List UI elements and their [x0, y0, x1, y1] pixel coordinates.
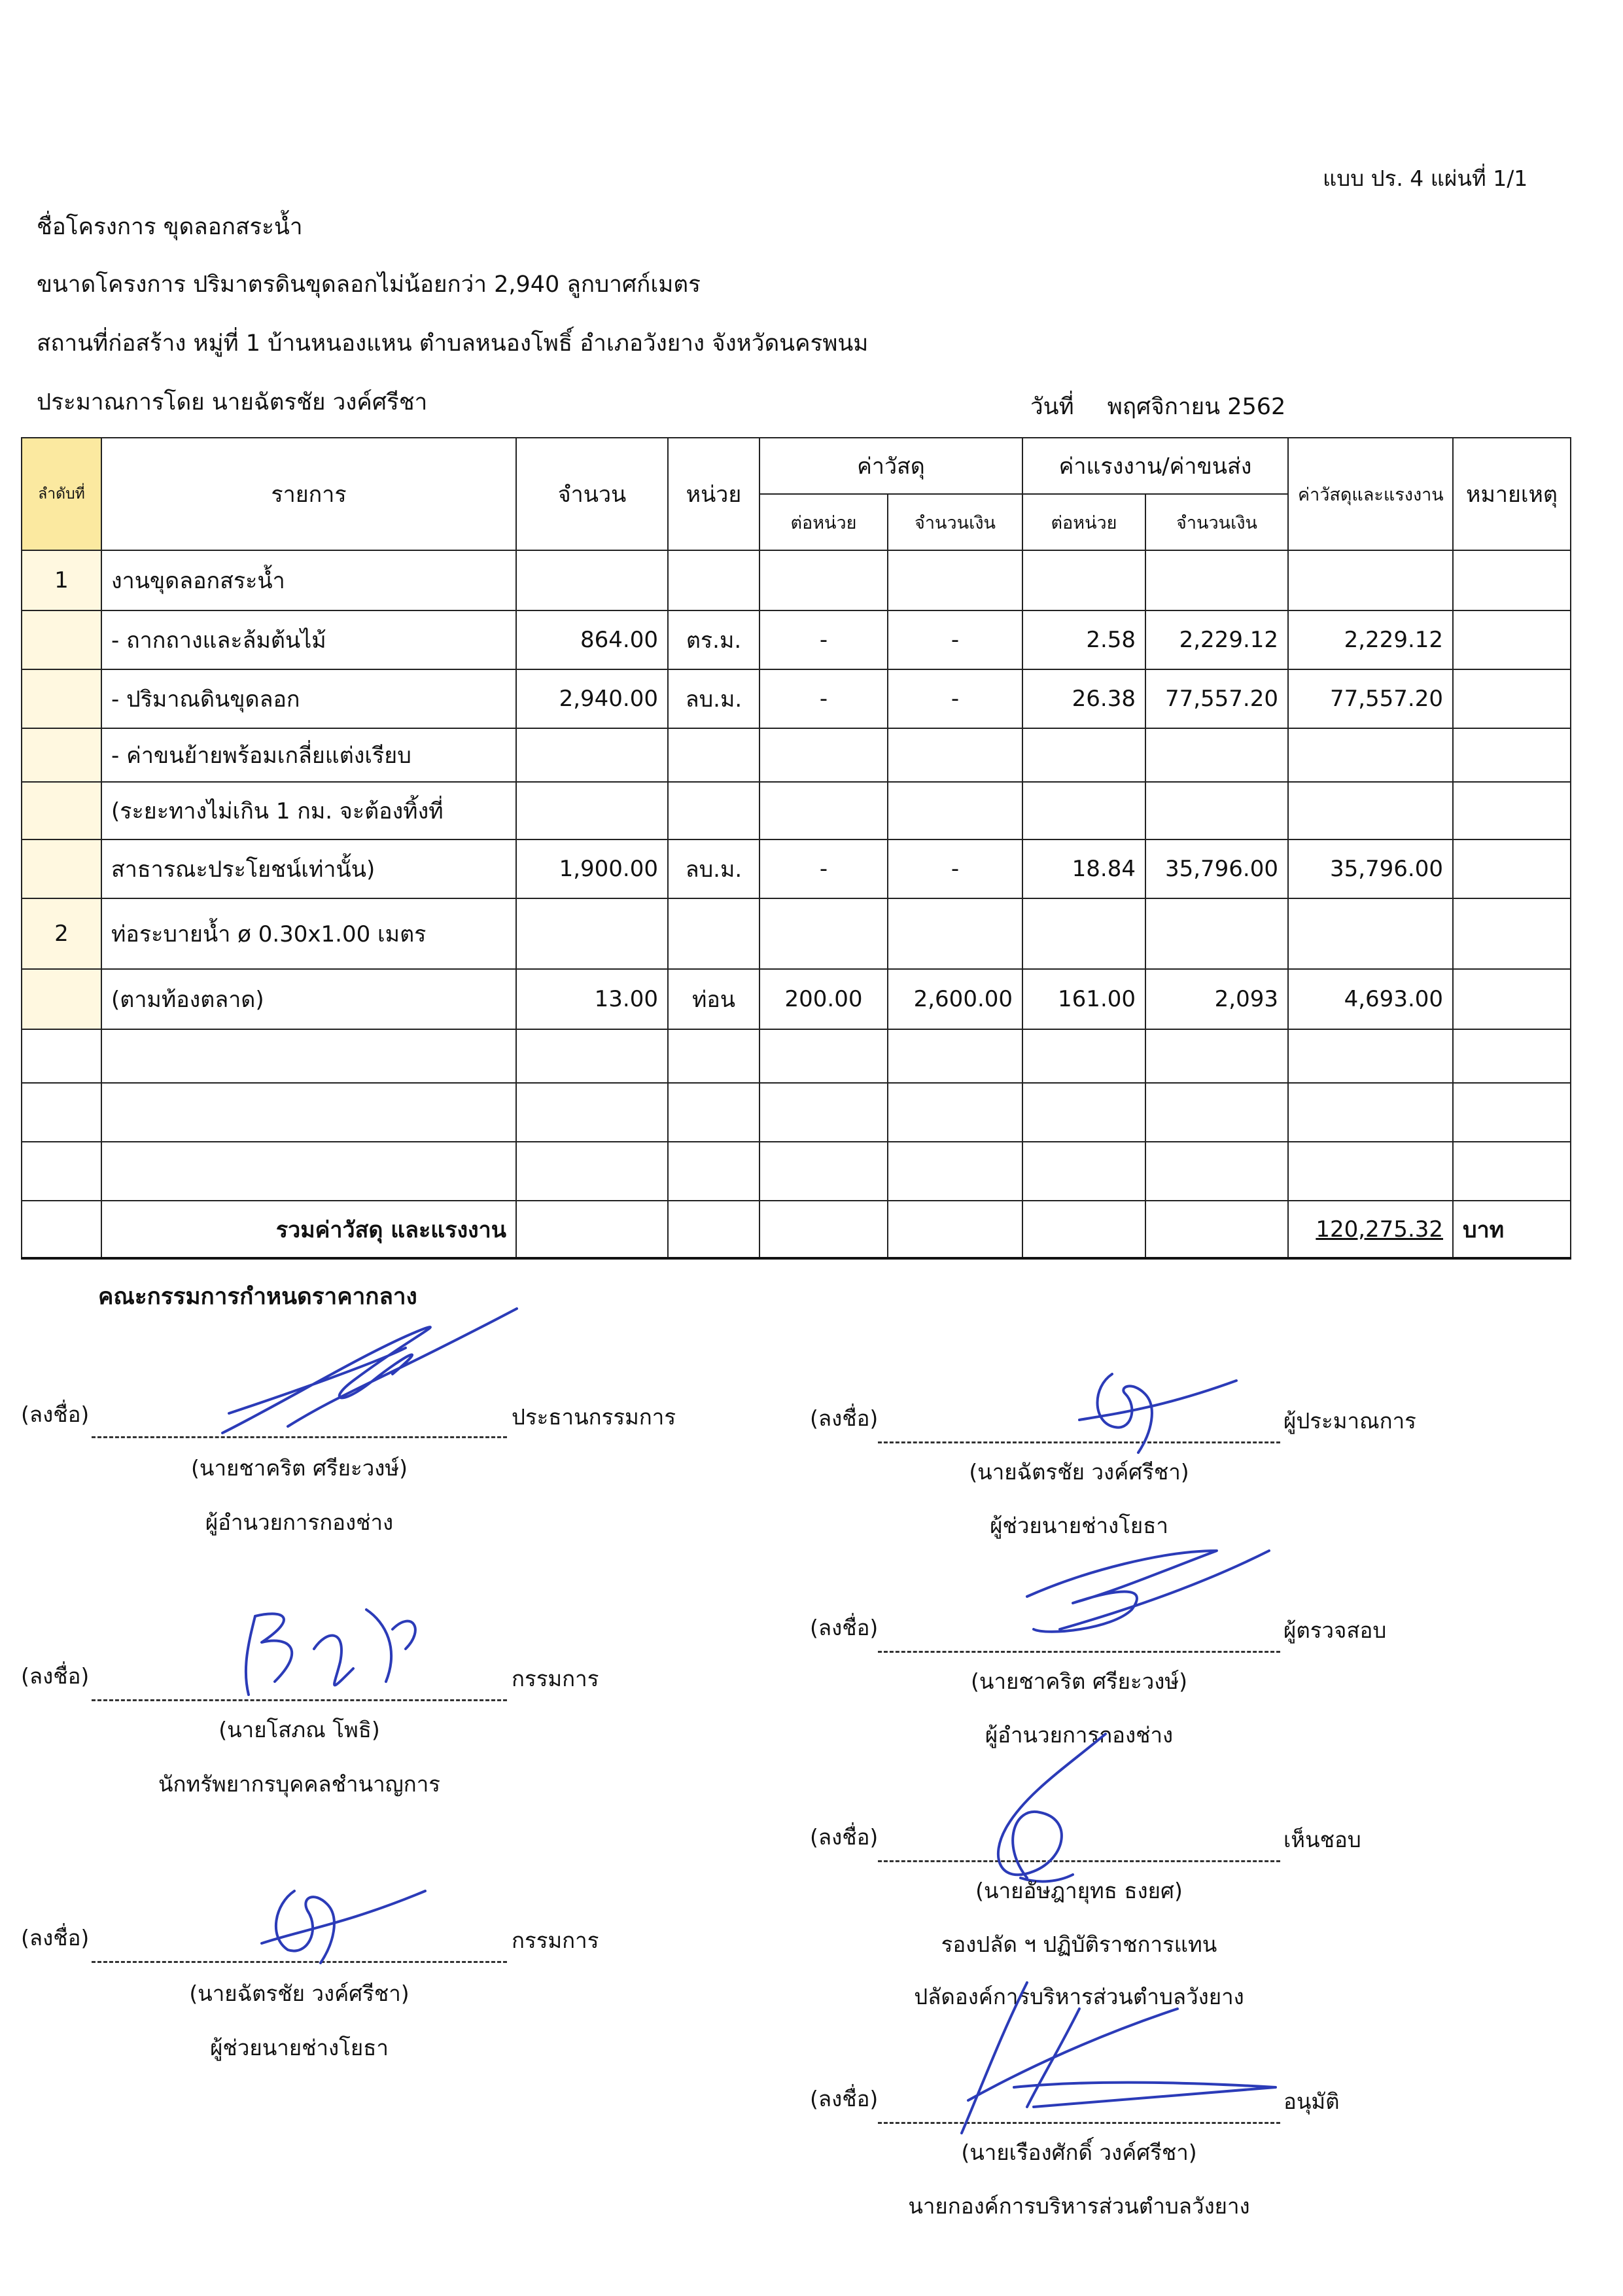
row-total	[1288, 1083, 1453, 1142]
row-seq: 2	[22, 898, 101, 969]
row-item: ท่อระบายน้ำ ø 0.30x1.00 เมตร	[101, 898, 516, 969]
row-item: งานขุดลอกสระน้ำ	[101, 550, 516, 610]
row-total	[1288, 898, 1453, 969]
row-seq	[22, 782, 101, 839]
table-row	[22, 969, 1571, 1029]
project-size: ขนาดโครงการ ปริมาตรดินขุดลอกไม่น้อยกว่า 2,940 ลูกบาศก์เมตร	[37, 272, 701, 298]
labor-per-unit-header: ต่อหน่วย	[1022, 494, 1145, 550]
estimate-date	[1030, 396, 1285, 419]
estimator-line: ประมาณการโดย นายฉัตรชัย วงค์ศรีชา	[37, 389, 428, 415]
row-labor-amount	[1145, 898, 1288, 969]
estimator-signature	[1066, 1368, 1249, 1459]
table-row	[22, 839, 1571, 898]
row-remark	[1453, 728, 1571, 782]
row-total	[1288, 728, 1453, 782]
row-qty	[516, 898, 668, 969]
row-remark	[1453, 782, 1571, 839]
row-material-per-unit: -	[759, 839, 888, 898]
col-qty-header: จำนวน	[516, 438, 668, 550]
estimator-position: ผู้ช่วยนายช่างโยธา	[990, 1513, 1168, 1538]
row-remark	[1453, 898, 1571, 969]
row-qty: 13.00	[516, 969, 668, 1029]
member1-signature	[236, 1603, 432, 1708]
approve-position: นายกองค์การบริหารส่วนตำบลวังยาง	[908, 2193, 1250, 2219]
checker-sign-label: (ลงชื่อ)	[810, 1615, 879, 1640]
table-row	[22, 728, 1571, 782]
row-item: สาธารณะประโยชน์เท่านั้น)	[101, 839, 516, 898]
table-row	[22, 550, 1571, 610]
checker-signature	[1021, 1544, 1282, 1642]
row-seq	[22, 1029, 101, 1083]
labor-amount-header: จำนวนเงิน	[1145, 494, 1288, 550]
row-labor-amount	[1145, 728, 1288, 782]
row-qty	[516, 1083, 668, 1142]
row-unit	[668, 898, 759, 969]
member1-role: กรรมการ	[512, 1666, 599, 1691]
row-labor-amount	[1145, 782, 1288, 839]
row-item: (ระยะทางไม่เกิน 1 กม. จะต้องทิ้งที่	[101, 782, 516, 839]
checker-signature-line	[878, 1651, 1280, 1653]
row-labor-amount: 77,557.20	[1145, 669, 1288, 728]
row-seq	[22, 969, 101, 1029]
row-labor-per-unit	[1022, 782, 1145, 839]
row-material-amount	[888, 550, 1022, 610]
member1-name: (นายโสภณ โพธิ)	[218, 1717, 380, 1742]
chair-sign-label: (ลงชื่อ)	[21, 1402, 90, 1427]
total-label: รวมค่าวัสดุ และแรงงาน	[101, 1201, 516, 1258]
row-unit	[668, 1083, 759, 1142]
row-unit	[668, 1029, 759, 1083]
row-labor-per-unit: 161.00	[1022, 969, 1145, 1029]
member2-role: กรรมการ	[512, 1928, 599, 1953]
row-total	[1288, 1029, 1453, 1083]
row-remark	[1453, 1083, 1571, 1142]
row-unit	[668, 782, 759, 839]
row-unit: ลบ.ม.	[668, 839, 759, 898]
total-row	[22, 1201, 1571, 1258]
row-seq	[22, 1142, 101, 1201]
table-row	[22, 669, 1571, 728]
row-item: - ถากถางและล้มต้นไม้	[101, 610, 516, 669]
row-unit: ตร.ม.	[668, 610, 759, 669]
row-material-amount: 2,600.00	[888, 969, 1022, 1029]
member1-sign-label: (ลงชื่อ)	[21, 1663, 90, 1689]
agree-name: (นายอัษฎายุทธ ธงยศ)	[975, 1878, 1183, 1903]
row-seq	[22, 728, 101, 782]
row-material-per-unit	[759, 1083, 888, 1142]
member2-signature	[249, 1878, 432, 1983]
project-location: สถานที่ก่อสร้าง หมู่ที่ 1 บ้านหนองแหน ตำบลหนองโพธิ์ อำเภอวังยาง จังหวัดนครพนม	[37, 330, 869, 357]
col-total-header: ค่าวัสดุและแรงงาน	[1288, 438, 1453, 550]
row-material-per-unit	[759, 898, 888, 969]
row-material-per-unit: -	[759, 669, 888, 728]
approve-signature	[949, 1969, 1289, 2140]
table-row	[22, 1083, 1571, 1142]
row-labor-per-unit: 18.84	[1022, 839, 1145, 898]
labor-group-header: ค่าแรงงาน/ค่าขนส่ง	[1022, 438, 1288, 494]
row-remark	[1453, 550, 1571, 610]
material-amount-header: จำนวนเงิน	[888, 494, 1022, 550]
estimator-role: ผู้ประมาณการ	[1283, 1408, 1416, 1434]
agree-position-1: รองปลัด ฯ ปฏิบัติราชการแทน	[941, 1932, 1217, 1957]
row-qty	[516, 550, 668, 610]
row-labor-per-unit	[1022, 550, 1145, 610]
checker-name: (นายชาคริต ศรียะวงษ์)	[971, 1669, 1187, 1694]
row-labor-per-unit	[1022, 1083, 1145, 1142]
row-qty: 864.00	[516, 610, 668, 669]
member2-name: (นายฉัตรชัย วงค์ศรีชา)	[189, 1981, 410, 2006]
row-remark	[1453, 1142, 1571, 1201]
row-material-amount	[888, 728, 1022, 782]
agree-sign-label: (ลงชื่อ)	[810, 1824, 879, 1850]
approve-sign-label: (ลงชื่อ)	[810, 2086, 879, 2111]
row-material-amount: -	[888, 669, 1022, 728]
row-labor-per-unit	[1022, 1142, 1145, 1201]
total-seq	[22, 1201, 101, 1258]
total-empty-cell	[888, 1201, 1022, 1258]
row-labor-amount	[1145, 550, 1288, 610]
row-item	[101, 1142, 516, 1201]
grand-total-value: 120,275.32	[1288, 1201, 1453, 1258]
total-empty-cell	[516, 1201, 668, 1258]
chair-signature	[209, 1302, 523, 1446]
row-qty: 2,940.00	[516, 669, 668, 728]
checker-position: ผู้อำนวยการกองช่าง	[985, 1722, 1174, 1748]
material-per-unit-header: ต่อหน่วย	[759, 494, 888, 550]
row-qty	[516, 728, 668, 782]
row-item: - ค่าขนย้ายพร้อมเกลี่ยแต่งเรียบ	[101, 728, 516, 782]
chair-position: ผู้อำนวยการกองช่าง	[205, 1510, 394, 1535]
chair-role: ประธานกรรมการ	[512, 1404, 676, 1430]
row-seq	[22, 1083, 101, 1142]
member2-sign-label: (ลงชื่อ)	[21, 1925, 90, 1951]
row-total	[1288, 782, 1453, 839]
estimator-sign-label: (ลงชื่อ)	[810, 1405, 879, 1431]
row-total: 35,796.00	[1288, 839, 1453, 898]
row-total: 77,557.20	[1288, 669, 1453, 728]
row-total: 2,229.12	[1288, 610, 1453, 669]
row-labor-amount: 2,093	[1145, 969, 1288, 1029]
grand-total-unit: บาท	[1453, 1201, 1571, 1258]
agree-position-2: ปลัดองค์การบริหารส่วนตำบลวังยาง	[914, 1984, 1244, 2009]
total-empty-cell	[1145, 1201, 1288, 1258]
approve-name: (นายเรืองศักดิ์ วงค์ศรีชา)	[961, 2140, 1197, 2165]
material-group-header: ค่าวัสดุ	[759, 438, 1022, 494]
estimator-name: (นายฉัตรชัย วงค์ศรีชา)	[969, 1459, 1189, 1485]
row-remark	[1453, 839, 1571, 898]
row-labor-amount: 2,229.12	[1145, 610, 1288, 669]
col-item-header: รายการ	[101, 438, 516, 550]
row-seq	[22, 610, 101, 669]
chair-name: (นายชาคริต ศรียะวงษ์)	[191, 1455, 408, 1481]
row-material-per-unit	[759, 550, 888, 610]
row-seq	[22, 839, 101, 898]
total-empty-cell	[668, 1201, 759, 1258]
row-material-amount	[888, 1029, 1022, 1083]
row-item	[101, 1083, 516, 1142]
row-material-per-unit: -	[759, 610, 888, 669]
row-labor-amount	[1145, 1142, 1288, 1201]
row-material-per-unit: 200.00	[759, 969, 888, 1029]
row-total: 4,693.00	[1288, 969, 1453, 1029]
row-qty	[516, 782, 668, 839]
project-name: ชื่อโครงการ ขุดลอกสระน้ำ	[37, 214, 303, 240]
row-qty	[516, 1142, 668, 1201]
row-item: (ตามท้องตลาด)	[101, 969, 516, 1029]
col-remark-header: หมายเหตุ	[1453, 438, 1571, 550]
committee-title: คณะกรรมการกำหนดราคากลาง	[98, 1284, 417, 1310]
row-unit	[668, 550, 759, 610]
row-material-amount	[888, 782, 1022, 839]
row-material-per-unit	[759, 782, 888, 839]
row-seq: 1	[22, 550, 101, 610]
total-empty-cell	[759, 1201, 888, 1258]
row-qty: 1,900.00	[516, 839, 668, 898]
row-labor-amount	[1145, 1083, 1288, 1142]
row-material-amount	[888, 1142, 1022, 1201]
agree-role: เห็นชอบ	[1283, 1827, 1361, 1852]
table-row	[22, 1142, 1571, 1201]
row-total	[1288, 1142, 1453, 1201]
row-material-per-unit	[759, 728, 888, 782]
row-item: - ปริมาณดินขุดลอก	[101, 669, 516, 728]
row-total	[1288, 550, 1453, 610]
total-empty-cell	[1022, 1201, 1145, 1258]
cost-estimate-table	[21, 437, 1571, 1260]
date-value: พฤศจิกายน 2562	[1107, 394, 1286, 420]
date-label: วันที่	[1030, 394, 1074, 420]
row-labor-per-unit	[1022, 728, 1145, 782]
row-unit	[668, 1142, 759, 1201]
row-remark	[1453, 1029, 1571, 1083]
row-qty	[516, 1029, 668, 1083]
row-material-amount	[888, 1083, 1022, 1142]
row-labor-amount	[1145, 1029, 1288, 1083]
row-remark	[1453, 610, 1571, 669]
form-number: แบบ ปร. 4 แผ่นที่ 1/1	[1323, 166, 1528, 191]
row-seq	[22, 669, 101, 728]
row-labor-per-unit: 2.58	[1022, 610, 1145, 669]
row-material-amount	[888, 898, 1022, 969]
member2-position: ผู้ช่วยนายช่างโยธา	[210, 2035, 389, 2060]
checker-role: ผู้ตรวจสอบ	[1283, 1617, 1387, 1643]
row-material-per-unit	[759, 1029, 888, 1083]
row-labor-per-unit	[1022, 898, 1145, 969]
table-row	[22, 782, 1571, 839]
agree-signature	[962, 1727, 1132, 1898]
row-unit: ท่อน	[668, 969, 759, 1029]
row-labor-per-unit: 26.38	[1022, 669, 1145, 728]
approve-role: อนุมัติ	[1283, 2089, 1340, 2114]
row-material-amount: -	[888, 839, 1022, 898]
col-seq-header: ลำดับที่	[22, 438, 101, 550]
row-material-per-unit	[759, 1142, 888, 1201]
row-item	[101, 1029, 516, 1083]
table-row	[22, 610, 1571, 669]
table-row	[22, 898, 1571, 969]
row-unit: ลบ.ม.	[668, 669, 759, 728]
col-unit-header: หน่วย	[668, 438, 759, 550]
row-unit	[668, 728, 759, 782]
row-remark	[1453, 969, 1571, 1029]
row-material-amount: -	[888, 610, 1022, 669]
row-labor-amount: 35,796.00	[1145, 839, 1288, 898]
table-row	[22, 1029, 1571, 1083]
row-remark	[1453, 669, 1571, 728]
row-labor-per-unit	[1022, 1029, 1145, 1083]
member1-position: นักทรัพยากรบุคคลชำนาญการ	[158, 1771, 441, 1797]
